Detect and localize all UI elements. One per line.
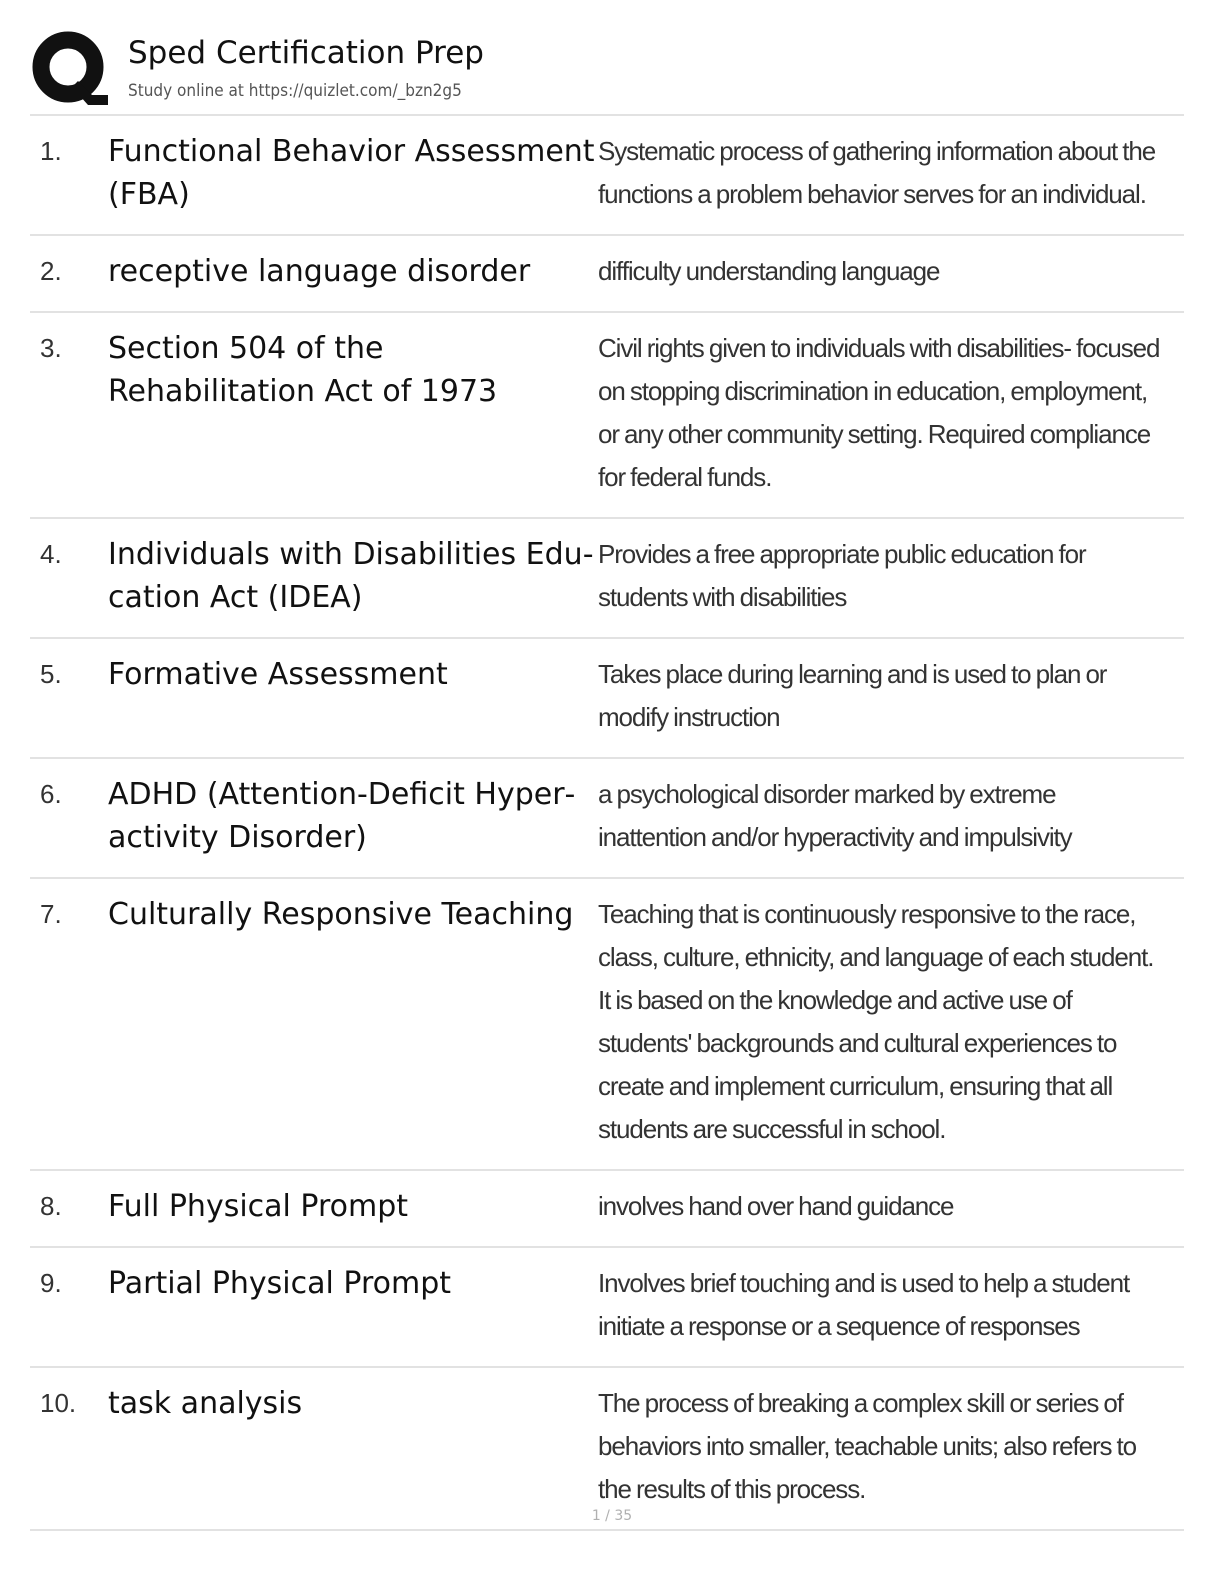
card-definition: Provides a free appropriate public education for students with disabilities (598, 539, 1086, 612)
card-number: 4. (40, 539, 62, 569)
flashcard-list (30, 116, 1184, 1531)
card-definition: Systematic process of gathering information about the functions a problem behavior serves for an individual. (598, 136, 1156, 209)
flashcard-row (30, 879, 1184, 1171)
set-title: Sped Certification Prep (128, 35, 484, 71)
card-definition: a psychological disorder marked by extreme inattention and/or hyperactivity and impulsivity (598, 779, 1072, 852)
flashcard-row (30, 639, 1184, 759)
card-number: 7. (40, 899, 62, 929)
card-term: receptive language disorder (108, 254, 531, 289)
card-number: 5. (40, 659, 62, 689)
page-header (30, 28, 1184, 114)
card-number: 6. (40, 779, 62, 809)
card-term: Functional Behavior Assessment (FBA) (108, 134, 595, 212)
card-definition: The process of breaking a complex skill or series of behaviors into smaller, teachable units; also refers to the results of this process. (598, 1388, 1137, 1504)
card-term: ADHD (Attention-Deficit Hyperactivity Disorder) (108, 777, 576, 855)
card-term: Full Physical Prompt (108, 1189, 409, 1224)
flashcard-row (30, 1171, 1184, 1248)
card-number: 1. (40, 136, 62, 166)
card-number: 10. (40, 1388, 77, 1418)
flashcard-row (30, 1368, 1184, 1531)
flashcard-row (30, 759, 1184, 879)
card-definition: Takes place during learning and is used to plan or modify instruction (598, 659, 1107, 732)
card-number: 2. (40, 256, 62, 286)
card-term: Individuals with Disabilities Education Act (IDEA) (108, 537, 594, 615)
card-term: Culturally Responsive Teaching (108, 897, 574, 932)
card-definition: difficulty understanding language (598, 256, 940, 286)
card-term: Section 504 of the Rehabilitation Act of 1973 (108, 331, 498, 409)
flashcard-row (30, 519, 1184, 639)
flashcard-row (30, 1248, 1184, 1368)
card-definition: involves hand over hand guidance (598, 1191, 954, 1221)
quizlet-logo-icon (32, 31, 108, 107)
card-term: Partial Physical Prompt (108, 1266, 452, 1301)
flashcard-row (30, 236, 1184, 313)
card-number: 8. (40, 1191, 62, 1221)
flashcard-row (30, 313, 1184, 519)
card-definition: Teaching that is continuously responsive to the race, class, culture, ethnicity, and language of each student. It is based on the knowledge and active use of students' backgrounds and cultural experiences to create and implement curriculum, ensuring that all students are successful in school. (598, 899, 1154, 1144)
card-definition: Involves brief touching and is used to help a student initiate a response or a sequence of responses (598, 1268, 1130, 1341)
card-term: task analysis (108, 1386, 303, 1421)
card-number: 9. (40, 1268, 62, 1298)
card-term: Formative Assessment (108, 657, 448, 692)
card-number: 3. (40, 333, 62, 363)
page-number: 1 / 35 (591, 1508, 633, 1524)
card-definition: Civil rights given to individuals with disabilities- focused on stopping discrimination in education, employment, or any other community setting. Required compliance for federal funds. (598, 333, 1160, 492)
study-online-link-text: Study online at https://quizlet.com/_bzn2g5 (128, 81, 462, 101)
flashcard-row (30, 116, 1184, 236)
